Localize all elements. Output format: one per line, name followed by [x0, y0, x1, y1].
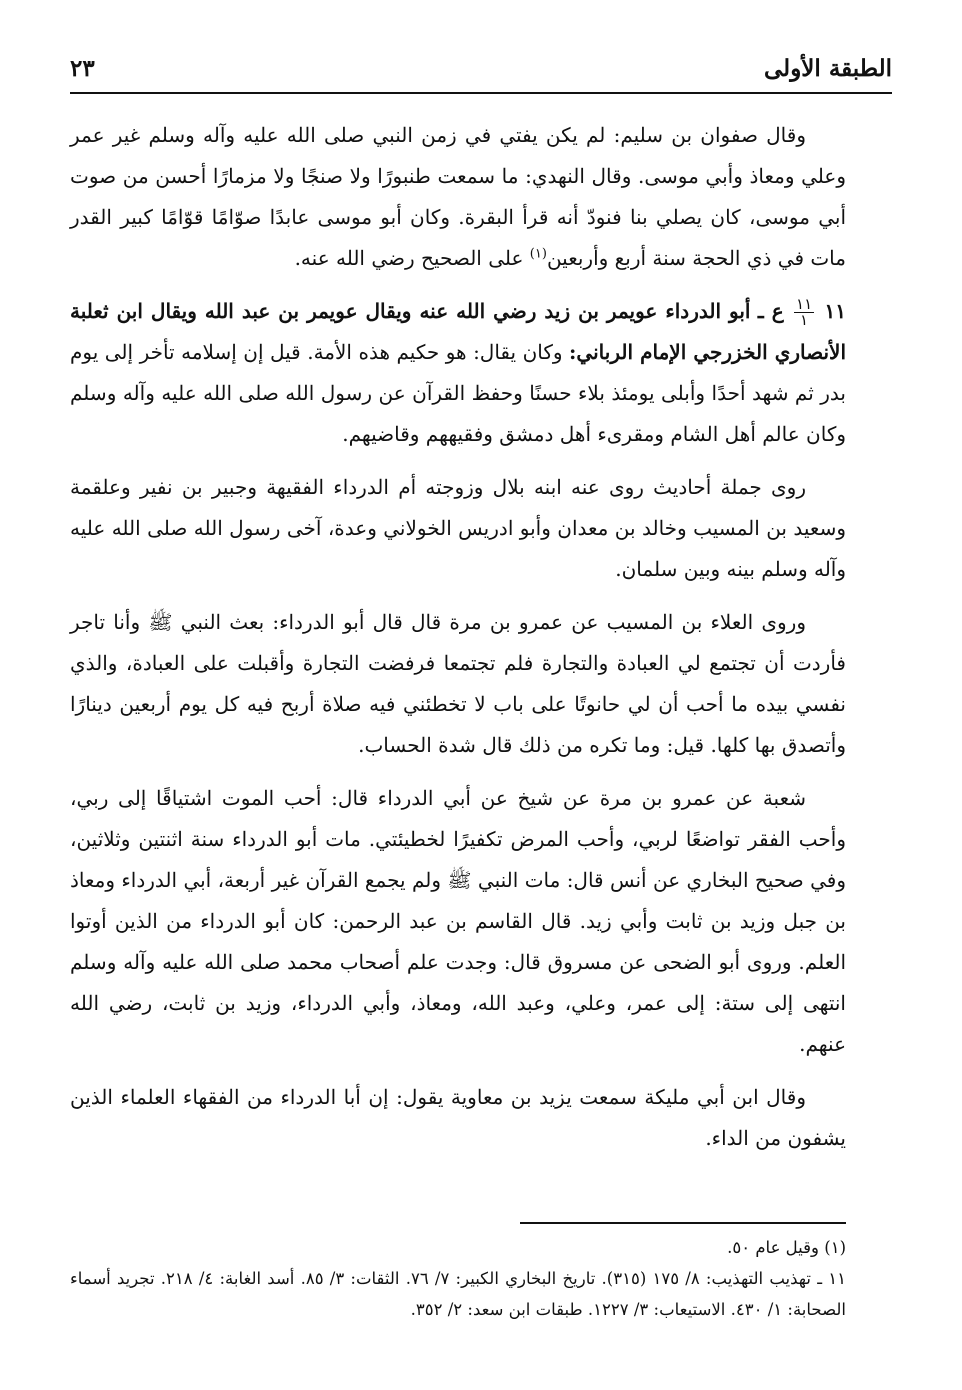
paragraph-4	[70, 602, 846, 766]
footnote-2: ١١ ـ تهذيب التهذيب: ٨/ ١٧٥ (٣١٥). تاريخ البخاري الكبير: ٧/ ٧٦. الثقات: ٣/ ٨٥. أسد الغابة: ٤/ ٢١٨. تجريد أسماء الصحابة: ١/ ٤٣٠. الاستيعاب: ٣/ ١٢٢٧. طبقات ابن سعد: ٢/ ٣٥٢.	[70, 1269, 847, 1319]
paragraph-text: شعبة عن عمرو بن مرة عن شيخ عن أبي الدرداء قال: أحب الموت اشتياقًا إلى ربي، وأحب الفقر تواضعًا لربي، وأحب المرض تكفيرًا لخطيئتي. مات أبو الدرداء سنة اثنتين وثلاثين، وفي صحيح البخاري عن أنس قال: مات النبي ﷺ ولم يجمع القرآن غير أربعة، أبي الدرداء ومعاذ بن جبل وزيد بن ثابت وأبي زيد. قال القاسم بن عبد الرحمن: كان أبو الدرداء من الذين أوتوا العلم. وروى أبو الضحى عن مسروق قال: وجدت علم أصحاب محمد صلى الله عليه وآله وسلم انتهى إلى ستة: إلى عمر، وعلي، وعبد الله، ومعاذ، وأبي الدرداء، وزيد بن ثابت، رضي الله عنهم.	[70, 786, 847, 1056]
paragraph-text: روى جملة أحاديث روى عنه ابنه بلال وزوجته أم الدرداء الفقيهة وجبير بن نفير وعلقمة وسعيد بن المسيب وخالد بن معدان وأبو ادريس الخولاني وعدة، آخى رسول الله صلى الله عليه وآله وسلم بينه وبين سلمان.	[70, 475, 846, 581]
paragraph-6	[70, 1077, 846, 1159]
entry-heading: أبو الدرداء عويمر بن زيد رضي الله عنه ويقال عويمر بن عبد الله ويقال ابن ثعلبة الأنصاري الخزرجي الإمام الرباني:	[70, 299, 846, 364]
header-rule	[70, 92, 892, 94]
paragraph-text: وقال ابن أبي مليكة سمعت يزيد بن معاوية يقول: إن أبا الدرداء من الفقهاء العلماء الذين يشفون من الداء.	[70, 1085, 846, 1150]
paragraph-text: وروى العلاء بن المسيب عن عمرو بن مرة قال قال أبو الدرداء: بعث النبي ﷺ وأنا تاجر فأردت أن تجتمع لي العبادة والتجارة فلم تجتمعا فرفضت التجارة وأقبلت على العبادة، والذي نفسي بيده ما أحب أن لي حانوتًا على باب لا تخطئني فيه صلاة أربح فيه كل يوم أربعين دينارًا وأتصدق بها كلها. قيل: وما تكره من ذلك قال شدة الحساب.	[70, 610, 847, 757]
running-title: الطبقة الأولى	[764, 54, 892, 82]
page-number: ٢٣	[70, 54, 95, 82]
entry-number: ١١	[824, 299, 847, 323]
paragraph-text: على الصحيح رضي الله عنه.	[294, 246, 524, 270]
paragraph-text: وقال صفوان بن سليم: لم يكن يفتي في زمن النبي صلى الله عليه وآله وسلم غير عمر وعلي ومعاذ وأبي موسى. وقال النهدي: ما سمعت طنبورًا ولا صنجًا ولا مزمارًا أحسن من صوت أبي موسى، كان يصلي بنا فنودّ أنه قرأ البقرة. وكان أبو موسى عابدًا صوّامًا قوّامًا كبير القدر مات في ذي الحجة سنة أربع وأربعين	[70, 123, 846, 270]
fraction-top: ١١	[796, 295, 813, 313]
footnote-reference: (١)	[529, 246, 547, 262]
entry-fraction	[794, 297, 814, 328]
paragraph-3	[70, 467, 846, 590]
footnote-1: (١) وقيل عام ٥٠.	[727, 1238, 846, 1257]
entry-paragraph	[70, 291, 846, 455]
entry-text: وكان يقال: هو حكيم هذه الأمة. قيل إن إسلامه تأخر إلى يوم بدر ثم شهد أحدًا وأبلى يومئذ بلاء حسنًا وحفظ القرآن عن رسول الله صلى الله عليه وآله وسلم وكان عالم أهل الشام ومقرىء أهل دمشق وفقيههم وقاضيهم.	[70, 340, 846, 446]
paragraph-1	[70, 115, 846, 279]
footnotes	[70, 1232, 846, 1325]
footnote-rule	[520, 1222, 846, 1224]
main-text	[70, 115, 846, 1171]
fraction-bottom: ١	[800, 311, 809, 329]
entry-code: ع ـ	[757, 299, 784, 323]
paragraph-5	[70, 778, 846, 1065]
page-header	[70, 48, 892, 88]
